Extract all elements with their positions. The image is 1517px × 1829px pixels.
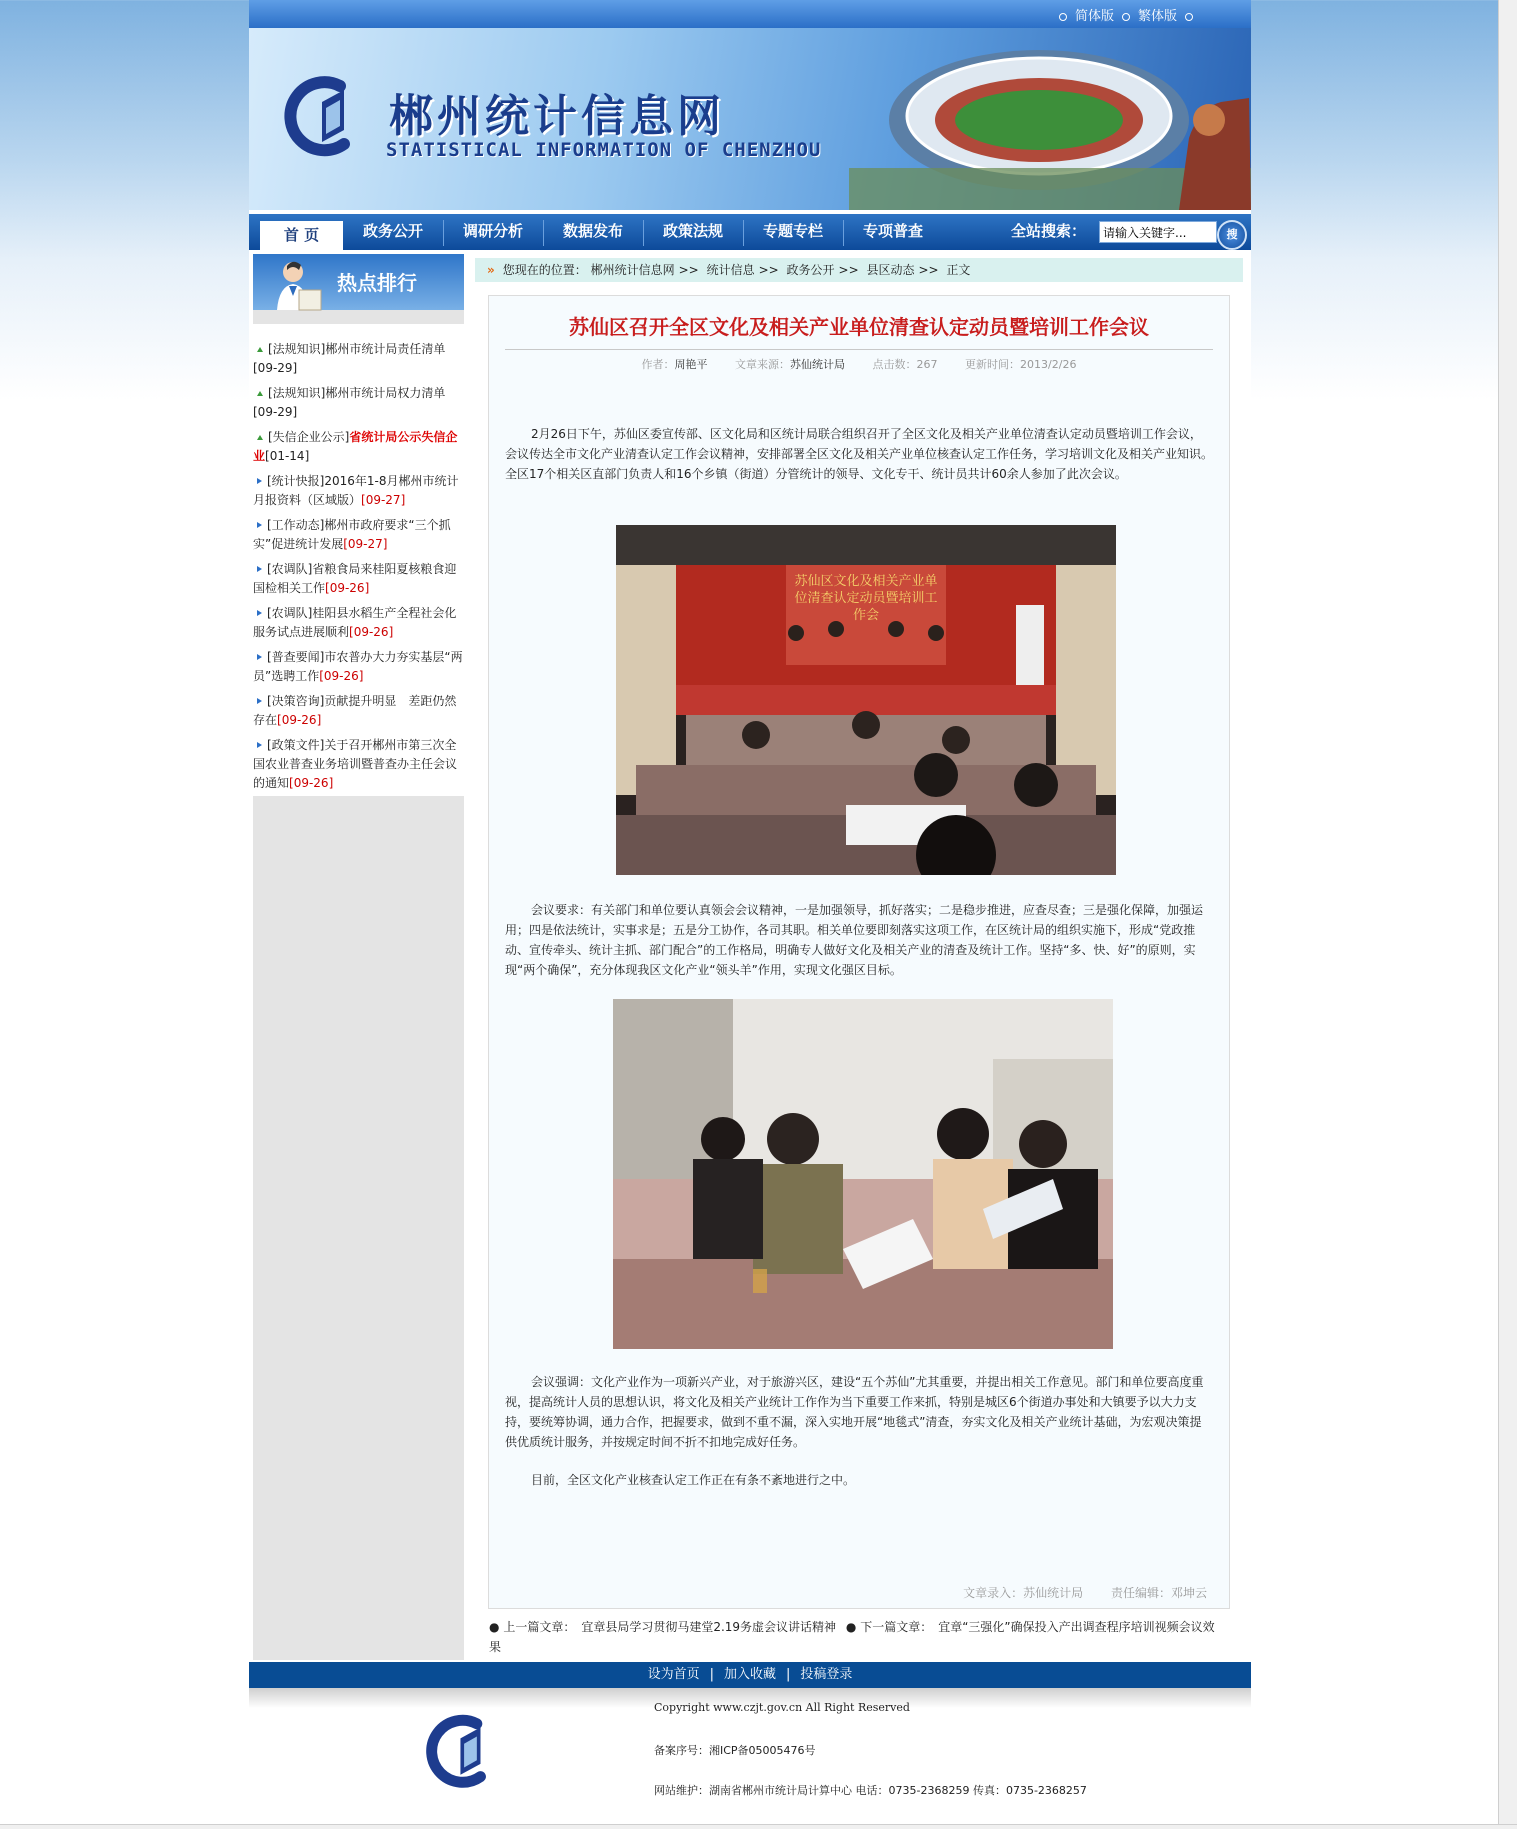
hot-item-title[interactable]: [政策文件]关于召开郴州市第三次全国农业普查业务培训暨普查办主任会议的通知	[253, 738, 458, 790]
search-button[interactable]: 搜	[1217, 220, 1247, 250]
footer-copyright: Copyright www.czjt.gov.cn All Right Reserved	[654, 1701, 910, 1714]
dot-icon	[1059, 13, 1067, 21]
hot-item[interactable]	[253, 604, 464, 642]
bullet-icon	[257, 522, 262, 528]
updated-label: 更新时间：	[965, 358, 1021, 371]
hot-item[interactable]	[253, 516, 464, 554]
hits-label: 点击数：	[872, 358, 917, 371]
hot-item-date: [09-26]	[325, 581, 370, 595]
footer-sep: |	[786, 1667, 791, 1682]
page-scrollbar[interactable]	[1498, 0, 1517, 1828]
prev-label: 上一篇文章：	[503, 1620, 576, 1634]
bullet-icon	[257, 698, 262, 704]
page-wrapper	[249, 0, 1251, 1812]
next-label: 下一篇文章：	[860, 1620, 933, 1634]
article-paragraph: 会议要求：有关部门和单位要认真领会会议精神，一是加强领导，抓好落实；二是稳步推进，应查尽查；三是强化保障，加强运用；四是依法统计，实事求是；五是分工协作，各司其职。相关单位要即刻落实这项工作，在区统计局的组织实施下，形成“党政推动、宣传牵头、统计主抓、部门配合”的工作格局，明确专人做好文化及相关产业的清查及统计工作。坚持“多、快、好”的原则，实现“两个确保”，充分体现我区文化产业“领头羊”作用，实现文化强区目标。	[505, 903, 1204, 977]
hot-item-date: [09-27]	[361, 493, 406, 507]
dot-icon	[1185, 13, 1193, 21]
source-label: 文章来源：	[735, 358, 791, 371]
article-paragraph: 目前，全区文化产业核查认定工作正在有条不紊地进行之中。	[531, 1473, 856, 1487]
hot-item-title[interactable]: [法规知识]郴州市统计局权力清单	[268, 386, 446, 400]
breadcrumb-sep: >>	[838, 263, 859, 277]
person-avatar-icon	[269, 256, 325, 312]
footer-icp: 备案序号：湘ICP备05005476号	[654, 1744, 816, 1757]
hot-item-date: [09-26]	[349, 625, 394, 639]
hot-item[interactable]	[253, 428, 464, 466]
set-homepage-link[interactable]: 设为首页	[647, 1667, 700, 1682]
nav-government-affairs[interactable]: 政务公开	[362, 222, 423, 240]
hot-item-title[interactable]: [决策咨询]贡献提升明显 差距仍然存在	[253, 694, 457, 727]
logo-emblem-icon	[421, 1711, 509, 1793]
editor-label: 责任编辑：	[1110, 1586, 1171, 1600]
bullet-icon: ●	[489, 1620, 500, 1634]
hot-item-title[interactable]: [农调队]桂阳县水稻生产全程社会化服务试点进展顺利	[253, 606, 457, 639]
nav-census[interactable]: 专项普查	[862, 222, 923, 240]
hot-ranking-title: 热点排行	[337, 271, 417, 295]
hot-item-date: [09-26]	[277, 713, 322, 727]
bullet-icon	[257, 478, 262, 484]
dot-icon	[1122, 13, 1130, 21]
bullet-icon	[257, 435, 263, 440]
breadcrumb-sep: >>	[758, 263, 779, 277]
hot-item[interactable]	[253, 472, 464, 510]
bullet-icon: ●	[845, 1620, 857, 1634]
search-label: 全站搜索：	[1011, 222, 1087, 240]
bullet-icon	[257, 566, 262, 572]
bullet-icon	[257, 742, 262, 748]
hot-item[interactable]	[253, 736, 464, 793]
hot-item-date: [09-26]	[319, 669, 364, 683]
hot-item-date: [09-27]	[343, 537, 388, 551]
sidebar	[253, 254, 464, 1660]
breadcrumb-link[interactable]: 统计信息	[706, 263, 755, 277]
article-meta	[489, 356, 1229, 372]
bullet-icon	[257, 654, 262, 660]
breadcrumb-sep: >>	[918, 263, 939, 277]
nav-home[interactable]: 首 页	[260, 221, 343, 250]
site-subtitle: STATISTICAL INFORMATION OF CHENZHOU	[386, 139, 822, 161]
hot-item-title[interactable]: [统计快报]2016年1-8月郴州市统计月报资料（区域版）	[253, 474, 459, 507]
attendees-photo	[613, 999, 1113, 1349]
photo-banner-text: 苏仙区文化及相关产业单位清查认定动员暨培训工作会	[794, 574, 938, 623]
nav-research-analysis[interactable]: 调研分析	[462, 222, 523, 240]
window-bottom-edge	[0, 1824, 1517, 1829]
breadcrumb-current: 正文	[946, 263, 971, 277]
editor-value: 邓坤云	[1170, 1586, 1207, 1600]
hot-item[interactable]	[253, 384, 464, 422]
title-divider	[505, 349, 1213, 350]
hot-item-highlight[interactable]: 省统计局公示失信企业	[253, 430, 458, 463]
article	[488, 295, 1230, 1609]
hot-item[interactable]	[253, 560, 464, 598]
hot-item-date: [09-26]	[289, 776, 334, 790]
breadcrumb-link[interactable]: 郴州统计信息网	[590, 263, 675, 277]
article-footer	[963, 1584, 1207, 1601]
hot-ranking-header	[253, 254, 464, 310]
breadcrumb-label: 您现在的位置：	[502, 263, 587, 277]
author-label: 作者：	[641, 358, 675, 371]
submit-login-link[interactable]: 投稿登录	[800, 1667, 853, 1682]
bullet-icon	[257, 610, 262, 616]
top-strip	[249, 0, 1251, 28]
breadcrumb-link[interactable]: 县区动态	[866, 263, 915, 277]
bullet-icon	[257, 347, 263, 352]
language-links	[1055, 5, 1197, 24]
site-title: 郴州统计信息网	[389, 91, 725, 142]
nav-policies[interactable]: 政策法规	[662, 222, 723, 240]
bullet-icon	[257, 391, 263, 396]
hot-item-title[interactable]: [工作动态]郴州市政府要求“三个抓实”促进统计发展	[253, 518, 451, 551]
footer-maintainer: 网站维护：湖南省郴州市统计局计算中心 电话：0735-2368259 传真：0735-2368257	[654, 1784, 1087, 1797]
hot-item[interactable]	[253, 648, 464, 686]
hot-item-title[interactable]: [农调队]省粮食局来桂阳夏核粮食迎国检相关工作	[253, 562, 457, 595]
author-value: 周艳平	[674, 358, 708, 371]
nav-special-topics[interactable]: 专题专栏	[762, 222, 823, 240]
search-input[interactable]	[1099, 221, 1217, 243]
hits-value: 267	[916, 358, 938, 371]
article-paragraph: 2月26日下午，苏仙区委宣传部、区文化局和区统计局联合组织召开了全区文化及相关产业单位清查认定动员暨培训工作会议，会议传达全市文化产业清查认定工作会议精神，安排部署全区文化及相关产业单位核查认定工作任务，学习培训文化及相关产业知识。全区17个相关区直部门负责人和16个乡镇（街道）分管统计的领导、文化专干、统计员共计60余人参加了此次会议。	[505, 427, 1214, 481]
main-nav	[249, 214, 1251, 250]
hot-item-date: [09-29]	[253, 361, 298, 375]
prev-next-links	[489, 1617, 1223, 1657]
add-favorite-link[interactable]: 加入收藏	[723, 1667, 776, 1682]
hot-item[interactable]	[253, 692, 464, 730]
hot-item-date: [09-29]	[253, 405, 298, 419]
site-banner	[249, 28, 1251, 210]
hot-item[interactable]	[253, 340, 464, 378]
entry-label: 文章录入：	[963, 1586, 1024, 1600]
prev-article-link[interactable]: 宜章县局学习贯彻马建堂2.19务虚会议讲话精神	[581, 1620, 837, 1634]
hot-item-title[interactable]: [失信企业公示]	[268, 430, 350, 444]
stadium-graphic-icon	[849, 28, 1251, 210]
footer-sep: |	[709, 1667, 714, 1682]
breadcrumb-arrow-icon: »	[487, 263, 495, 277]
next-article-link[interactable]: 宜章“三强化”确保投入产出调查程序培训视频会议效果	[489, 1620, 1215, 1654]
footer-link-bar	[249, 1662, 1251, 1688]
hot-ranking-list	[253, 324, 464, 796]
logo-emblem-icon	[282, 72, 372, 162]
breadcrumb-link[interactable]: 政务公开	[786, 263, 835, 277]
footer-logo	[421, 1711, 509, 1793]
article-title: 苏仙区召开全区文化及相关产业单位清查认定动员暨培训工作会议	[569, 315, 1149, 339]
updated-value: 2013/2/26	[1020, 358, 1077, 371]
simplified-link[interactable]: 简体版	[1074, 9, 1114, 24]
breadcrumb	[475, 258, 1243, 282]
hot-item-title[interactable]: [普查要闻]市农普办大力夯实基层“两员”选聘工作	[253, 650, 463, 683]
traditional-link[interactable]: 繁体版	[1137, 9, 1177, 24]
source-value: 苏仙统计局	[790, 358, 846, 371]
breadcrumb-sep: >>	[678, 263, 699, 277]
article-paragraph: 会议强调：文化产业作为一项新兴产业，对于旅游兴区，建设“五个苏仙”尤其重要，并提出相关工作意见。部门和单位要高度重视，提高统计人员的思想认识，将文化及相关产业统计工作作为当下重要工作来抓，特别是城区6个街道办事处和大镇要予以大力支持，要统筹协调，通力合作，把握要求，做到不重不漏，深入实地开展“地毯式”清查，夯实文化及相关产业统计基础，为宏观决策提供优质统计服务，并按规定时间不折不扣地完成好任务。	[505, 1375, 1204, 1449]
hot-item-date: [01-14]	[265, 449, 310, 463]
meeting-photo	[616, 525, 1116, 875]
entry-value: 苏仙统计局	[1023, 1586, 1084, 1600]
nav-data-release[interactable]: 数据发布	[562, 222, 623, 240]
hot-item-title[interactable]: [法规知识]郴州市统计局责任清单	[268, 342, 446, 356]
